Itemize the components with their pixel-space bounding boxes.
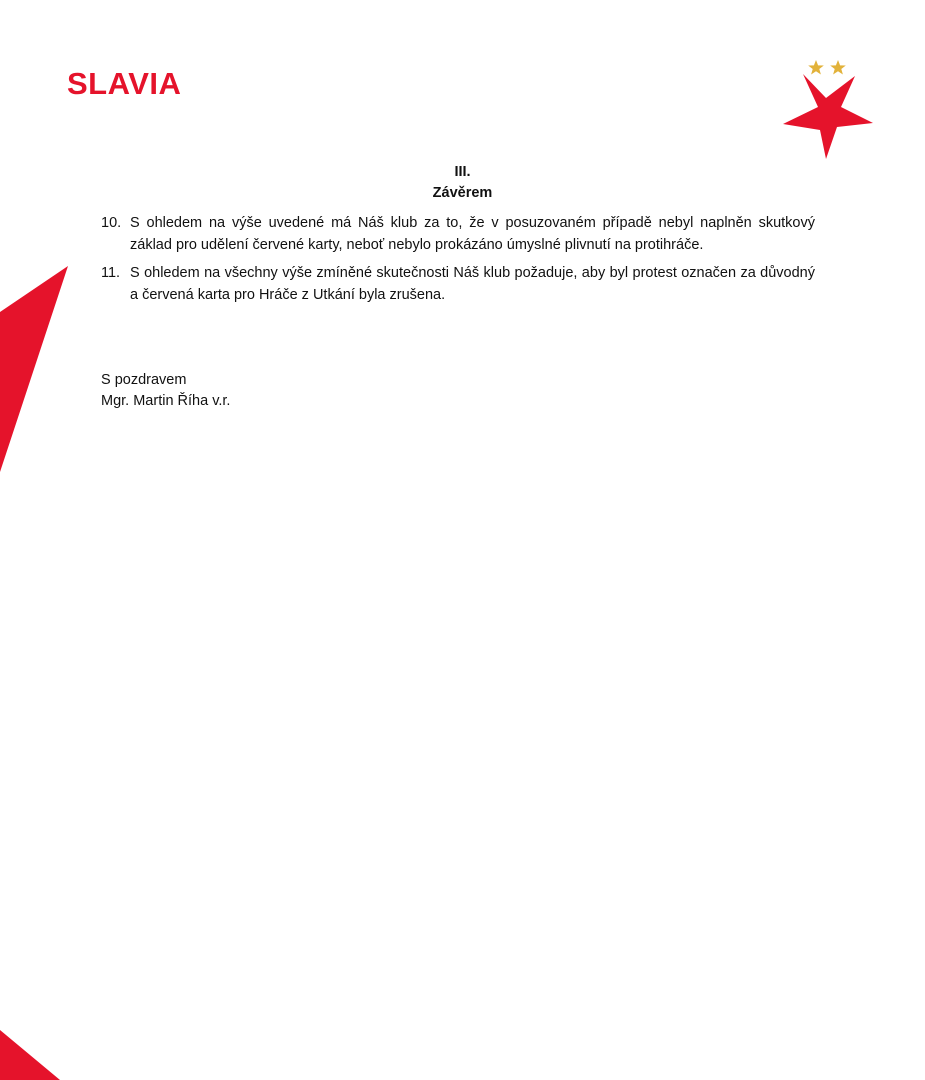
greeting: S pozdravem xyxy=(101,372,187,388)
slavia-star-icon xyxy=(778,52,878,164)
red-star-icon xyxy=(783,74,873,159)
gold-star-icon xyxy=(830,60,846,75)
left-red-wedge xyxy=(0,266,68,472)
section-title: Závěrem xyxy=(432,185,493,201)
list-item-number: 11. xyxy=(101,265,121,281)
list-item xyxy=(101,262,815,306)
slavia-logo: SLAVIA xyxy=(67,66,182,101)
list-item-number: 10. xyxy=(101,215,122,231)
gold-star-icon xyxy=(808,60,824,75)
signature: Mgr. Martin Říha v.r. xyxy=(101,393,231,409)
section-number: III. xyxy=(454,164,471,180)
list-item-text: S ohledem na výše uvedené má Náš klub za to, že v posuzovaném případě nebyl naplněn skutkový základ pro udělení červené karty, neboť nebylo prokázáno úmyslné plivnutí na protihráče. xyxy=(130,215,815,253)
bottom-left-red-wedge xyxy=(0,1030,60,1080)
list-item-text: S ohledem na všechny výše zmíněné skutečnosti Náš klub požaduje, aby byl protest označen za důvodný a červená karta pro Hráče z Utkání byla zrušena. xyxy=(130,265,815,303)
closing-block xyxy=(101,370,230,412)
numbered-list xyxy=(101,212,815,312)
list-item xyxy=(101,212,815,256)
